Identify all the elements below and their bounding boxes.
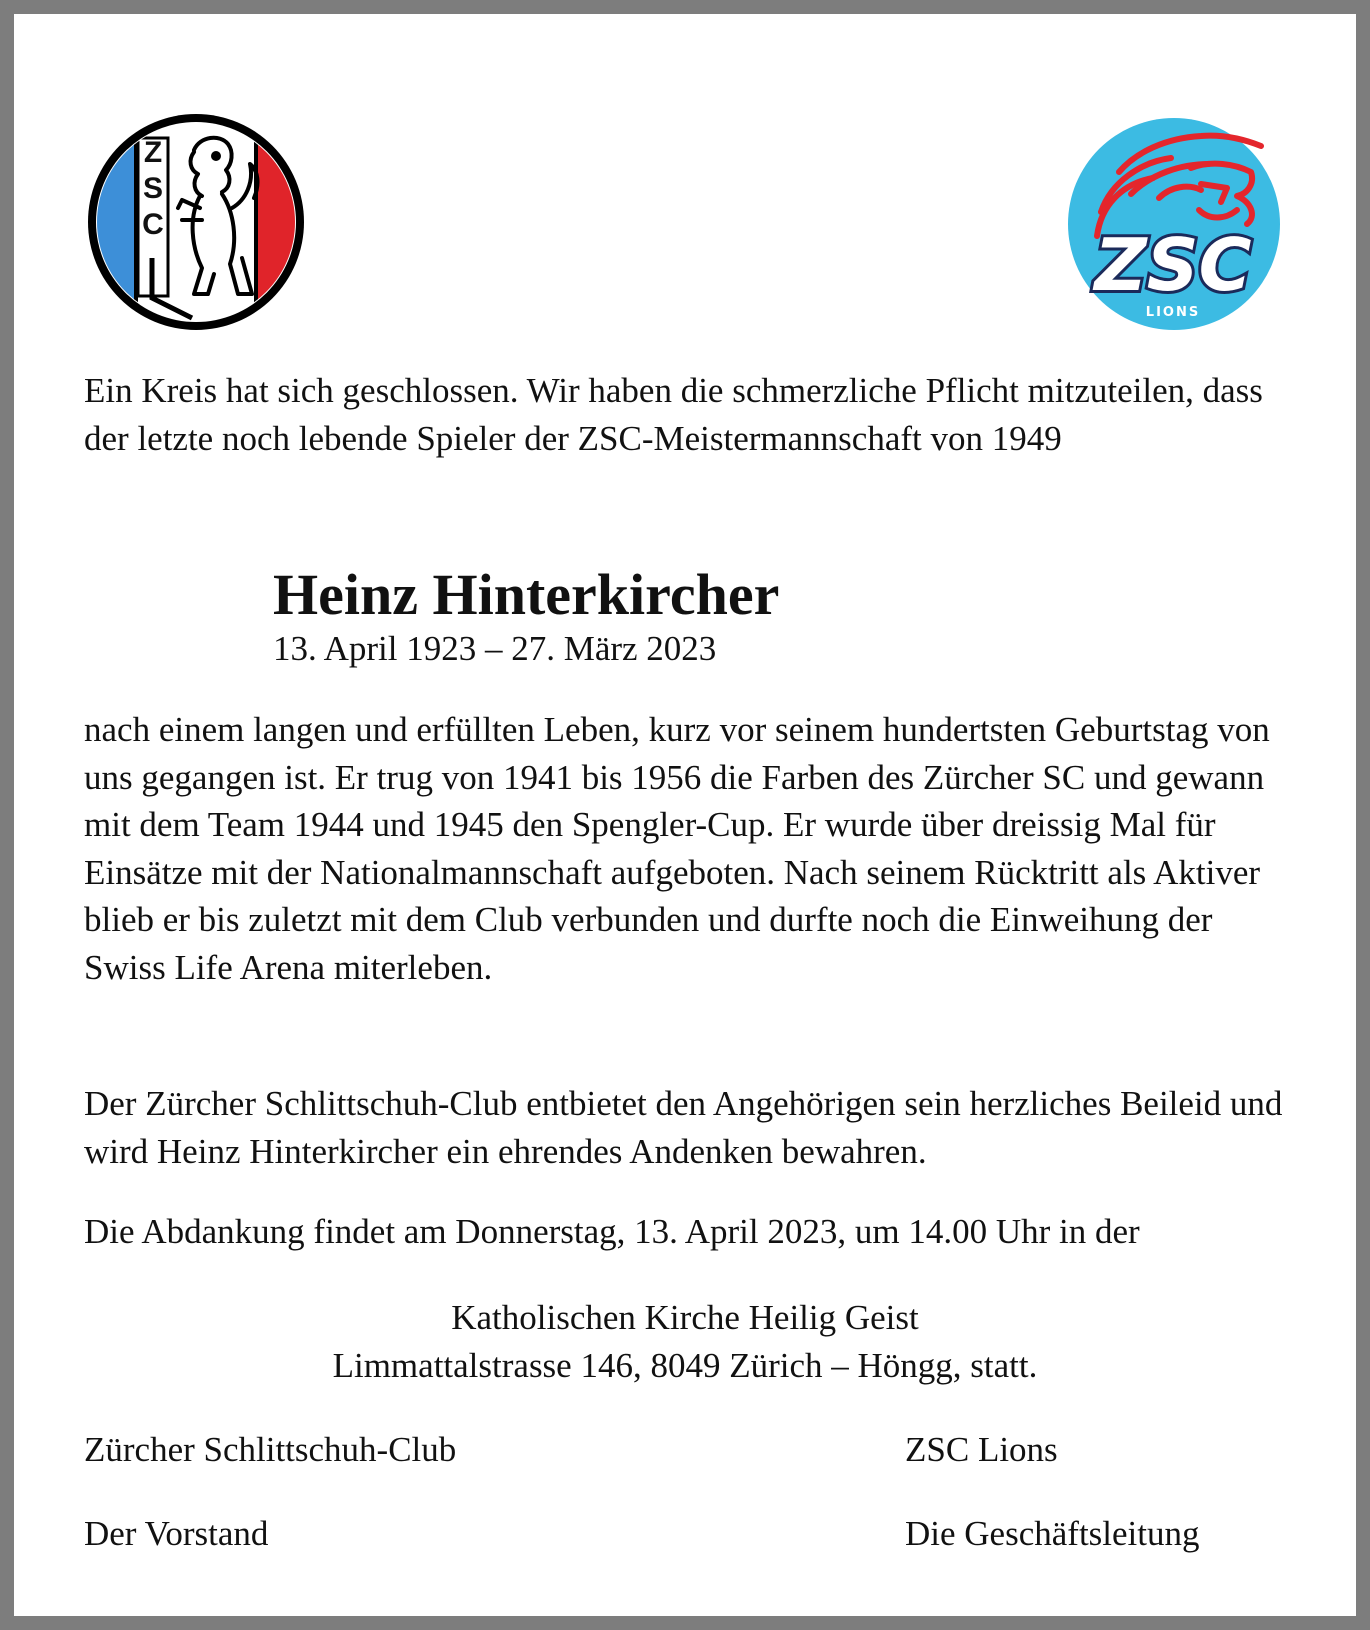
signature-club-name: Zürcher Schlittschuh-Club	[84, 1430, 457, 1469]
obituary-page	[14, 14, 1356, 1616]
svg-text:S: S	[142, 172, 164, 205]
signature-board: Der Vorstand	[84, 1514, 269, 1553]
ceremony-paragraph: Die Abdankung findet am Donnerstag, 13. April 2023, um 14.00 Uhr in der	[84, 1212, 1140, 1251]
signature-management: Die Geschäftsleitung	[905, 1514, 1200, 1553]
zsc-historic-lion-logo	[82, 108, 310, 336]
life-dates: 13. April 1923 – 27. März 2023	[273, 629, 717, 668]
svg-text:C: C	[142, 208, 164, 241]
signature-lions-name: ZSC Lions	[905, 1430, 1058, 1469]
biography-paragraph: nach einem langen und erfüllten Leben, kurz vor seinem hundertsten Geburtstag von uns gegangen ist. Er trug von 1941 bis 1956 die Farben des Zürcher SC und gewann mit dem Team 1944 und 1945 den Spengler-Cup. Er wurde über dreissig Mal für Einsätze mit der Nationalmannschaft aufgeboten. Nach seinem Rücktritt als Aktiver blieb er bis zuletzt mit dem Club verbunden und durfte noch die Einweihung der Swiss Life Arena miterleben.	[84, 710, 1270, 987]
condolence-paragraph: Der Zürcher Schlittschuh-Club entbietet den Angehörigen sein herzliches Beileid und wird Heinz Hinterkircher ein ehrendes Andenken bewahren.	[84, 1084, 1283, 1171]
venue-address: Limmattalstrasse 146, 8049 Zürich – Höngg, statt.	[332, 1345, 1038, 1385]
svg-text:Z: Z	[143, 136, 163, 169]
zsc-lions-logo-subtitle: LIONS	[1145, 305, 1201, 320]
zsc-lions-logo-letters: ZSC	[1094, 223, 1252, 307]
intro-paragraph: Ein Kreis hat sich geschlossen. Wir haben die schmerzliche Pflicht mitzuteilen, dass der letzte noch lebende Spieler der ZSC-Meistermannschaft von 1949	[84, 371, 1263, 458]
zsc-lions-logo	[1041, 102, 1311, 342]
ceremony-venue	[14, 1294, 1356, 1389]
venue-church: Katholischen Kirche Heilig Geist	[451, 1298, 919, 1337]
deceased-name: Heinz Hinterkircher	[273, 562, 780, 627]
